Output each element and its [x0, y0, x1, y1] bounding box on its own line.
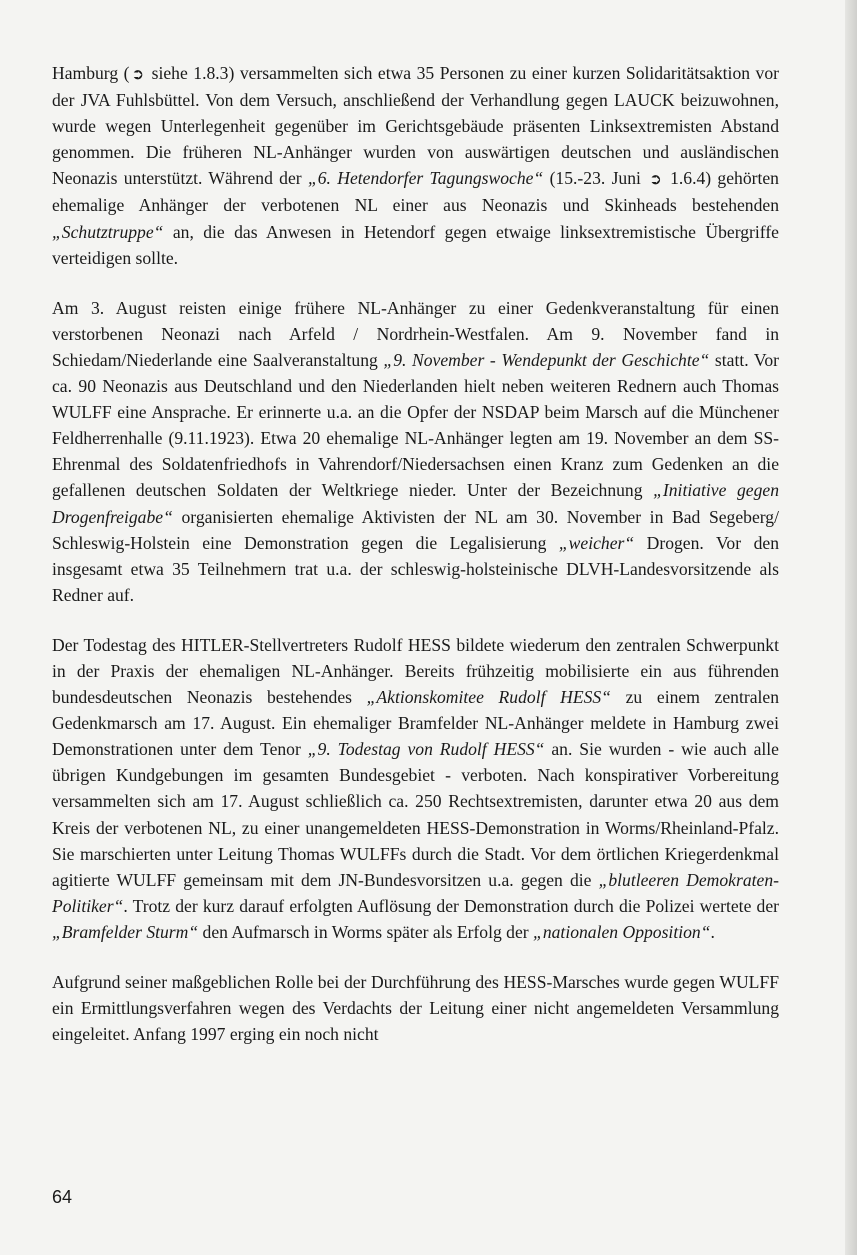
text-run: Hamburg (	[52, 63, 130, 83]
text-run: Der Todestag des HITLER-Stellvertreters Rudolf HESS bildete wiederum den zentralen Schwerpunkt in der Praxis der ehemaligen NL-Anhänger. Bereits frühzeitig mobilisierte ein aus führenden bundesdeutschen Neonazis bestehendes	[52, 634, 779, 708]
text-run: Aufgrund seiner maßgeblichen Rolle bei der Durchführung des HESS-Marsches wurde gegen WULFF ein Ermittlungsverfahren wegen des Verdachts der Leitung einer nicht angemeldeten Versammlung eingeleitet. Anfang 1997 erging ein noch nicht	[52, 972, 779, 1045]
text-run: .	[710, 921, 715, 942]
text-run: . Trotz der kurz darauf erfolgten Auflösung der Demonstration durch die Polizei wertete der	[123, 895, 779, 916]
text-run: Am 3. August reisten einige frühere NL-Anhänger zu einer Gedenkveranstaltung für einen verstorbenen Neonazi nach Arfeld / Nordrhein-Westfalen. Am 9. November fand in Schiedam/Niederlande eine Saalveranstaltung	[52, 297, 779, 370]
paragraph	[52, 295, 779, 608]
quoted-title: „9. November - Wendepunkt der Geschichte“	[383, 349, 710, 370]
quoted-title: „Aktionskomitee Rudolf HESS“	[366, 687, 611, 708]
quoted-title: „6. Hetendorfer Tagungswoche“	[307, 168, 544, 189]
paragraph	[52, 969, 779, 1047]
text-run: den Aufmarsch in Worms später als Erfolg der	[198, 921, 534, 942]
cross-reference-arrow-icon: ➲	[131, 65, 145, 83]
quoted-title: „9. Todestag von Rudolf HESS“	[307, 739, 545, 760]
text-run: zu einem zentralen Gedenkmarsch am 17. August. Ein ehemaliger Bramfelder NL-Anhänger meldete in Hamburg zwei Demonstrationen unter dem Tenor	[52, 687, 779, 760]
paragraph	[52, 60, 779, 271]
text-run: 1.6.4) gehörten ehemalige Anhänger der verbotenen NL einer aus Neonazis und Skinheads bestehenden	[52, 168, 779, 216]
paragraph	[52, 632, 779, 945]
text-run: statt. Vor ca. 90 Neonazis aus Deutschland und den Niederlanden hielt neben weiteren Rednern auch Thomas WULFF eine Ansprache. Er erinnerte u.a. an die Opfer der NSDAP beim Marsch auf die Münchener Feldherrenhalle (9.11.1923). Etwa 20 ehemalige NL-Anhänger legten am 19. November an dem SS-Ehrenmal des Soldatenfriedhofs in Vahrendorf/Niedersachsen einen Kranz zum Gedenken an die gefallenen deutschen Soldaten der Weltkriege nieder. Unter der Bezeichnung	[52, 349, 780, 501]
text-run: an, die das Anwesen in Hetendorf gegen etwaige linksextremistische Übergriffe verteidigen sollte.	[52, 221, 779, 268]
quoted-title: „Bramfelder Sturm“	[52, 921, 199, 942]
quoted-title: „blutleeren Demokraten-Politiker“	[52, 869, 779, 916]
text-run: (15.-23. Juni	[543, 168, 648, 189]
quoted-title: „Schutztruppe“	[52, 221, 164, 242]
quoted-title: „weicher“	[558, 532, 635, 553]
text-run: an. Sie wurden - wie auch alle übrigen Kundgebungen im gesamten Bundesgebiet - verboten. Nach konspirativer Vorbereitung versammelten sich am 17. August schließlich ca. 250 Rechtsextremisten, darunter etwa 20 aus dem Kreis der verbotenen NL, zu einer unangemeldeten HESS-Demonstration in Worms/Rheinland-Pfalz. Sie marschierten unter Leitung Thomas WULFFs durch die Stadt. Vor dem örtlichen Kriegerdenkmal agitierte WULFF gemeinsam mit dem JN-Bundesvorsitzen u.a. gegen die	[52, 739, 779, 890]
page-edge	[845, 0, 857, 1255]
quoted-title: „Initiative gegen Drogenfreigabe“	[52, 480, 780, 527]
text-run: organisierten ehemalige Aktivisten der NL am 30. November in Bad Segeberg/ Schleswig-Holstein eine Demonstration gegen die Legalisierung	[52, 506, 779, 553]
text-run: Drogen. Vor den insgesamt etwa 35 Teilnehmern trat u.a. der schleswig-holsteinische DLVH-Landesvorsitzende als Redner auf.	[52, 532, 779, 605]
quoted-title: „nationalen Opposition“	[533, 921, 711, 942]
text-run: siehe 1.8.3) versammelten sich etwa 35 Personen zu einer kurzen Solidaritätsaktion vor der JVA Fuhlsbüttel. Von dem Versuch, anschließend der Verhandlung gegen LAUCK beizuwohnen, wurde wegen Unterlegenheit gegenüber im Gerichtsgebäude präsenten Linksextremisten Abstand genommen. Die früheren NL-Anhänger wurden von auswärtigen deutschen und ausländischen Neonazis unterstützt. Während der	[52, 63, 780, 189]
cross-reference-arrow-icon: ➲	[649, 170, 662, 189]
page-number: 64	[52, 1187, 73, 1207]
document-body	[52, 60, 779, 1071]
